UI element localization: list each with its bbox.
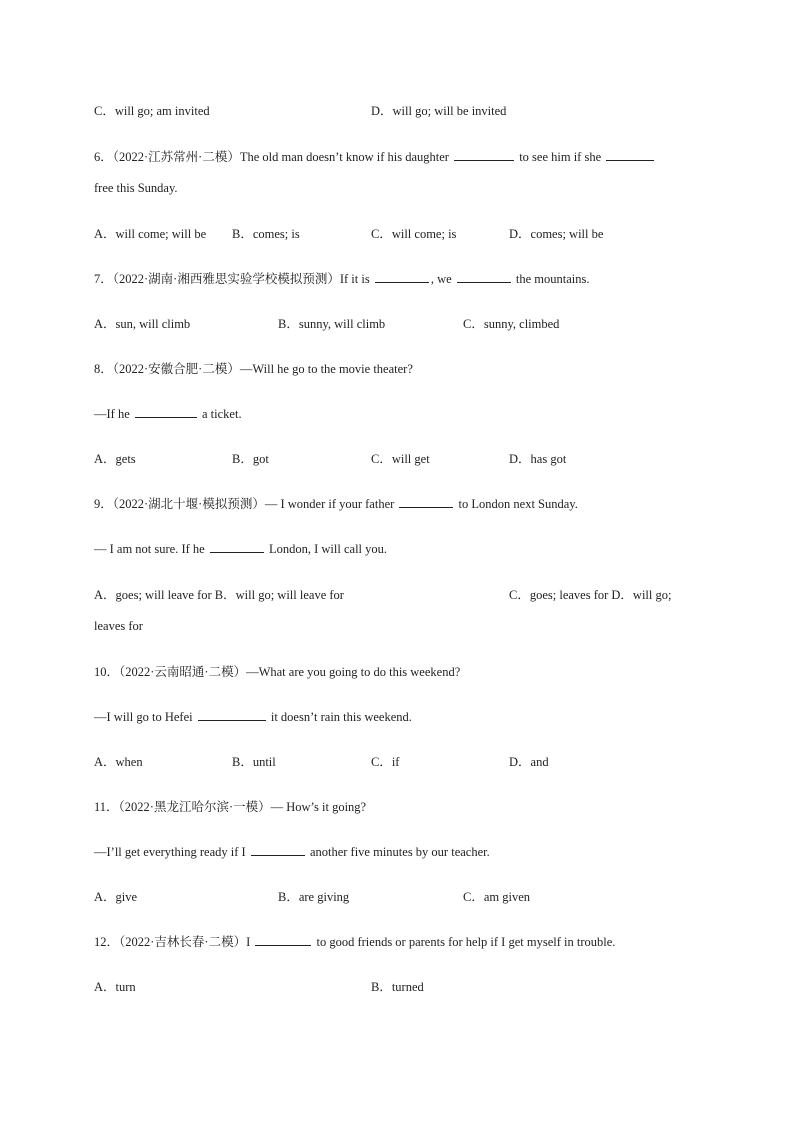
q6-stem-part2: to see him if she <box>519 150 602 164</box>
q10-stem-part2: it doesn’t rain this weekend. <box>270 710 412 724</box>
q9-stem-part3: — I am not sure. If he <box>94 542 205 556</box>
q11-stem-line1: 11．（2022·黑龙江哈尔滨·一模）— How’s it going? <box>94 800 367 814</box>
q7-option-b: B．sunny, will climb <box>278 317 386 331</box>
q12-stem <box>94 934 615 950</box>
q10-blank[interactable] <box>198 709 266 721</box>
q11-stem-part1: —I’ll get everything ready if I <box>94 845 246 859</box>
q9-option-ab: A．goes; will leave for B．will go; will leave for <box>94 588 344 602</box>
q6-option-a: A．will come; will be <box>94 227 207 241</box>
q6-blank-1[interactable] <box>454 149 514 161</box>
q7-option-a: A．sun, will climb <box>94 317 191 331</box>
q8-stem-part2: a ticket. <box>202 407 242 421</box>
q8-stem-line1: 8．（2022·安徽合肥·二模）—Will he go to the movie theater? <box>94 362 413 376</box>
q7-stem-part2: , we <box>430 272 452 286</box>
q6-stem-line1 <box>94 149 656 165</box>
q10-stem-part1: —I will go to Hefei <box>94 710 193 724</box>
q12-stem-part2: to good friends or parents for help if I get myself in trouble. <box>316 935 616 949</box>
q9-stem-line1 <box>94 496 578 512</box>
q5-option-c: C．will go; am invited <box>94 104 210 118</box>
q8-option-a: A．gets <box>94 452 136 466</box>
q11-option-b: B．are giving <box>278 890 350 904</box>
q6-option-c: C．will come; is <box>371 227 457 241</box>
q10-stem-line1: 10．（2022·云南昭通·二模）—What are you going to do this weekend? <box>94 665 461 679</box>
q11-stem-line2 <box>94 844 490 860</box>
q6-option-b: B．comes; is <box>232 227 300 241</box>
q8-option-d: D．has got <box>509 452 567 466</box>
q12-option-b: B．turned <box>371 980 424 994</box>
q7-blank-2[interactable] <box>457 271 511 283</box>
q8-stem-part1: —If he <box>94 407 130 421</box>
q8-blank[interactable] <box>135 406 197 418</box>
q10-stem-line2 <box>94 709 412 725</box>
q10-option-c: C．if <box>371 755 400 769</box>
q6-option-d: D．comes; will be <box>509 227 604 241</box>
q9-stem-line2 <box>94 541 387 557</box>
q7-stem-part1: 7．（2022·湖南·湘西雅思实验学校模拟预测）If it is <box>94 272 370 286</box>
q6-stem-part1: 6．（2022·江苏常州·二模）The old man doesn’t know if his daughter <box>94 150 449 164</box>
q6-blank-2[interactable] <box>606 149 654 161</box>
q9-stem-part2: to London next Sunday. <box>458 497 578 511</box>
q9-option-cd: C．goes; leaves for D．will go; <box>509 588 672 602</box>
q7-blank-1[interactable] <box>375 271 429 283</box>
q7-option-c: C．sunny, climbed <box>463 317 560 331</box>
q9-option-d-continued: leaves for <box>94 619 143 633</box>
q10-option-d: D．and <box>509 755 549 769</box>
q9-stem-part4: London, I will call you. <box>268 542 388 556</box>
q11-stem-part2: another five minutes by our teacher. <box>309 845 490 859</box>
q7-stem-part3: the mountains. <box>515 272 590 286</box>
q10-option-a: A．when <box>94 755 143 769</box>
q12-blank[interactable] <box>255 934 311 946</box>
q12-stem-part1: 12．（2022·吉林长春·二模）I <box>94 935 251 949</box>
q11-option-a: A．give <box>94 890 138 904</box>
q11-option-c: C．am given <box>463 890 531 904</box>
q9-blank-1[interactable] <box>399 496 453 508</box>
q6-stem-line2: free this Sunday. <box>94 181 178 195</box>
q5-option-d: D．will go; will be invited <box>371 104 507 118</box>
q8-option-c: C．will get <box>371 452 430 466</box>
q9-blank-2[interactable] <box>210 541 264 553</box>
q12-option-a: A．turn <box>94 980 136 994</box>
q7-stem <box>94 271 590 287</box>
q9-stem-part1: 9．（2022·湖北十堰·模拟预测）— I wonder if your father <box>94 497 395 511</box>
q8-stem-line2 <box>94 406 242 422</box>
q11-blank[interactable] <box>251 844 305 856</box>
q10-option-b: B．until <box>232 755 276 769</box>
q8-option-b: B．got <box>232 452 269 466</box>
